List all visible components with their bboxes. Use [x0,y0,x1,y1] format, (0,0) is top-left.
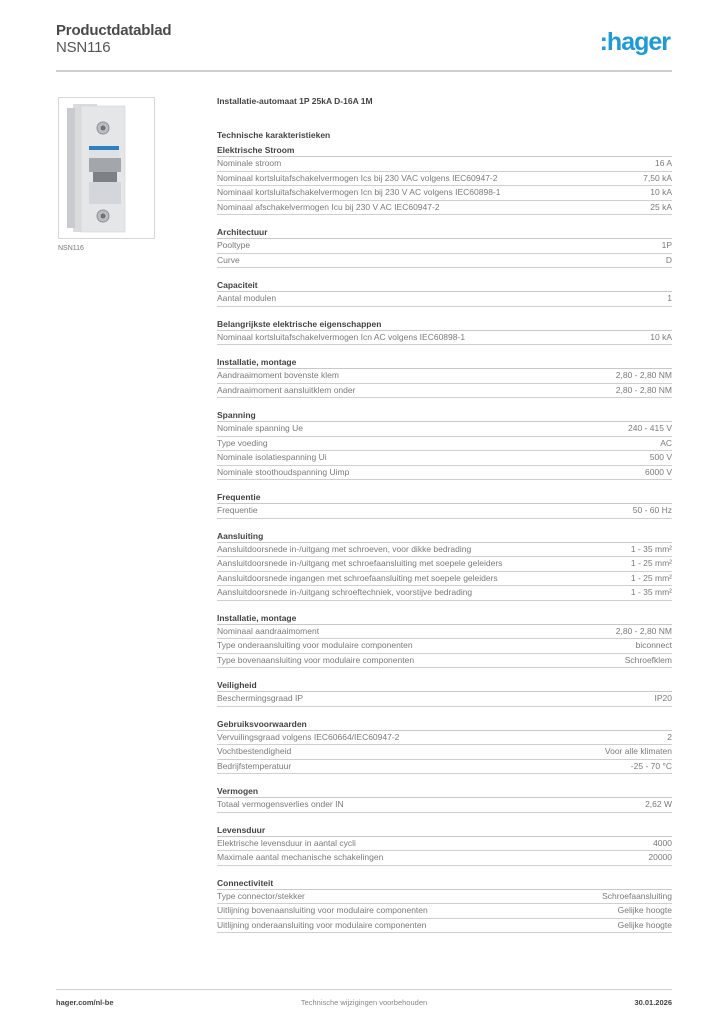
spec-value: 50 - 60 Hz [632,505,672,515]
spec-value: 1 - 25 mm² [630,558,672,568]
spec-value: 6000 V [645,466,672,477]
spec-label: Type voeding [217,437,268,448]
spec-row [217,239,672,254]
spec-value: -25 - 70 °C [630,760,672,771]
product-code: NSN116 [56,39,111,56]
page-header [56,22,672,57]
spec-value: 1 - 35 mm² [630,587,672,597]
spec-row [217,904,672,919]
spec-value: 2,80 - 2,80 NM [615,384,672,395]
spec-label: Nominale isolatiespanning Ui [217,452,327,462]
spec-row [217,572,672,587]
section-title: Levensduur [217,824,672,837]
spec-section [217,679,672,707]
spec-row [217,745,672,760]
spec-row [217,504,672,519]
spec-row [217,625,672,640]
spec-value: D [665,254,672,265]
footer-website-link[interactable]: hager.com/nl-be [56,998,114,1007]
section-title: Architectuur [217,226,672,239]
spec-section [217,356,672,398]
spec-row [217,543,672,558]
spec-label: Pooltype [217,240,251,250]
section-title: Belangrijkste elektrische eigenschappen [217,318,672,331]
spec-label: Vervuilingsgraad volgens IEC60664/IEC60947-2 [217,731,400,742]
spec-section [217,226,672,268]
spec-label: Aansluitdoorsnede in-/uitgang met schroeven, voor dikke bedrading [217,543,472,554]
footer-date: 30.01.2026 [634,998,672,1007]
spec-label: Nominale spanning Ue [217,423,303,433]
spec-label: Type connector/stekker [217,890,305,901]
section-title: Gebruiksvoorwaarden [217,718,672,731]
spec-row [217,557,672,572]
spec-label: Aansluitdoorsnede in-/uitgang met schroefaansluiting met soepele geleiders [217,558,503,568]
spec-value: 240 - 415 V [628,423,672,433]
spec-value: 1 - 25 mm² [630,572,672,583]
spec-label: Uitlijning bovenaansluiting voor modulaire componenten [217,905,428,915]
spec-section [217,318,672,346]
spec-row [217,760,672,775]
spec-row [217,422,672,437]
spec-label: Aansluitdoorsnede ingangen met schroefaansluiting met soepele geleiders [217,572,498,583]
spec-label: Aansluitdoorsnede in-/uitgang schroeftechniek, voorstijve bedrading [217,587,473,597]
spec-value: Schroefklem [624,654,672,665]
spec-row [217,731,672,746]
product-name: Installatie-automaat 1P 25kA D-16A 1M [217,96,373,106]
spec-section [217,824,672,866]
spec-label: Nominale stoothoudspanning Uimp [217,466,350,477]
footer-divider [56,989,672,990]
spec-row [217,292,672,307]
spec-section [217,491,672,519]
spec-row [217,437,672,452]
spec-value: Gelijke hoogte [617,905,672,915]
spec-label: Aandraaimoment bovenste klem [217,370,339,380]
spec-value: Schroefaansluiting [602,890,672,901]
spec-value: 25 kA [650,201,672,212]
section-title: Aansluiting [217,530,672,543]
section-title: Installatie, montage [217,612,672,625]
section-title: Capaciteit [217,279,672,292]
footer-disclaimer: Technische wijzigingen voorbehouden [300,998,428,1007]
spec-row [217,369,672,384]
spec-value: 2,80 - 2,80 NM [615,370,672,380]
spec-row [217,451,672,466]
spec-label: Nominaal aandraaimoment [217,625,320,636]
spec-value: 2 [667,731,672,742]
spec-value: 2,80 - 2,80 NM [615,625,672,636]
spec-row [217,384,672,399]
spec-row [217,639,672,654]
spec-label: Aandraaimoment aansluitklem onder [217,384,356,395]
section-title: Veiligheid [217,679,672,692]
spec-row [217,186,672,201]
spec-label: Nominaal afschakelvermogen Icu bij 230 V AC IEC60947-2 [217,201,440,212]
spec-label: Totaal vermogensverlies onder IN [217,799,344,809]
section-title: Connectiviteit [217,877,672,890]
spec-value: 20000 [648,852,672,862]
spec-row [217,586,672,601]
spec-sections [217,144,672,933]
spec-label: Curve [217,254,240,265]
header-divider [56,70,672,72]
spec-value: 16 A [654,158,672,168]
spec-label: Frequentie [217,505,258,515]
spec-label: Type onderaansluiting voor modulaire componenten [217,640,413,650]
spec-value: 7,50 kA [643,172,672,183]
spec-row [217,692,672,707]
section-title: Spanning [217,409,672,422]
spec-label: Bedrijfstemperatuur [217,760,292,771]
spec-section [217,279,672,307]
section-title: Installatie, montage [217,356,672,369]
spec-label: Elektrische levensduur in aantal cycli [217,837,356,848]
image-caption: NSN116 [58,245,84,252]
spec-section [217,409,672,480]
spec-value: biconnect [635,640,672,650]
hager-logo: :hager [599,28,670,56]
spec-row [217,798,672,813]
spec-value: 1 [667,293,672,303]
spec-section [217,612,672,669]
spec-row [217,654,672,669]
spec-value: 1 - 35 mm² [630,543,672,554]
spec-section [217,785,672,813]
spec-section [217,877,672,934]
spec-content [217,96,672,933]
spec-value: 4000 [653,837,672,848]
spec-value: AC [660,437,672,448]
spec-label: Maximale aantal mechanische schakelingen [217,852,384,862]
tech-characteristics-heading: Technische karakteristieken [217,130,331,140]
spec-section [217,718,672,775]
spec-section [217,530,672,601]
spec-row [217,837,672,852]
spec-label: Nominaal kortsluitafschakelvermogen Ics bij 230 VAC volgens IEC60947-2 [217,172,498,183]
spec-value: 1P [661,240,672,250]
spec-label: Nominale stroom [217,158,282,168]
spec-row [217,890,672,905]
spec-label: Nominaal kortsluitafschakelvermogen Icn bij 230 V AC volgens IEC60898-1 [217,187,501,197]
spec-row [217,157,672,172]
spec-label: Aantal modulen [217,293,277,303]
spec-value: Voor alle klimaten [604,746,672,756]
spec-row [217,466,672,481]
spec-value: 2,62 W [645,799,672,809]
spec-label: Vochtbestendigheid [217,746,292,756]
spec-row [217,331,672,346]
page-title: Productdatablad [56,22,172,39]
product-image [58,97,155,239]
section-title: Frequentie [217,491,672,504]
spec-value: IP20 [654,693,672,703]
spec-row [217,254,672,269]
spec-value: 10 kA [650,187,672,197]
spec-row [217,201,672,216]
spec-label: Type bovenaansluiting voor modulaire componenten [217,654,415,665]
spec-label: Uitlijning onderaansluiting voor modulaire componenten [217,919,427,930]
spec-row [217,172,672,187]
section-title: Vermogen [217,785,672,798]
spec-row [217,919,672,934]
spec-label: Nominaal kortsluitafschakelvermogen Icn AC volgens IEC60898-1 [217,331,466,342]
spec-label: Beschermingsgraad IP [217,693,303,703]
spec-value: 10 kA [650,331,672,342]
spec-value: 500 V [649,452,672,462]
spec-row [217,851,672,866]
circuit-breaker-illustration [59,98,154,238]
spec-value: Gelijke hoogte [617,919,672,930]
spec-section [217,144,672,215]
section-title: Elektrische Stroom [217,144,672,157]
